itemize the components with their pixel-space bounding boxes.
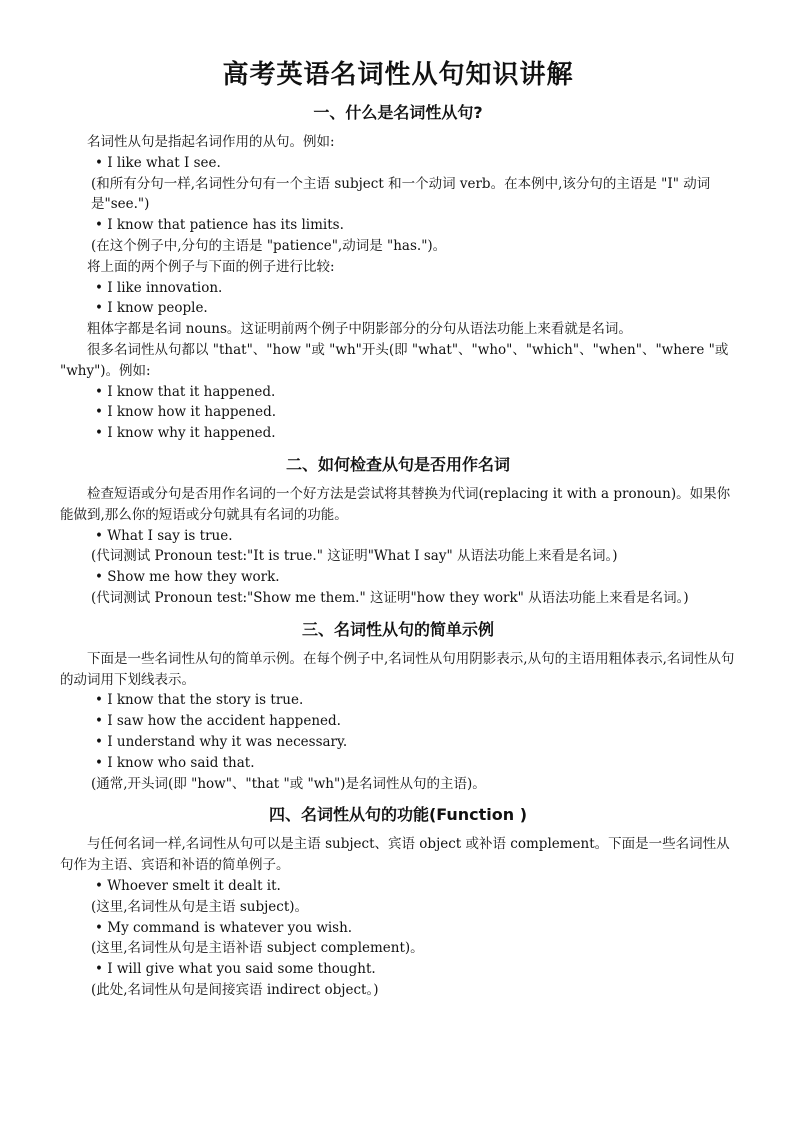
example: • I know why it happened. <box>95 425 276 442</box>
example: • Show me how they work. <box>95 569 280 586</box>
note: (这里,名词性从句是主语 subject)。 <box>91 898 309 915</box>
example: • What I say is true. <box>95 527 233 544</box>
example: • I understand why it was necessary. <box>95 733 348 750</box>
paragraph: 与任何名词一样,名词性从句可以是主语 subject、宾语 object 或补语 complement。下面是一些名词性从句作为主语、宾语和补语的简单例子。 <box>60 836 730 874</box>
document-page <box>60 58 736 1001</box>
paragraph: 名词性从句是指起名词作用的从句。例如: <box>87 134 335 150</box>
section-2-heading: 二、如何检查从句是否用作名词 <box>285 454 510 474</box>
note: (代词测试 Pronoun test:"Show me them." 这证明"how they work" 从语法功能上来看是名词。) <box>91 589 689 606</box>
example: • I like innovation. <box>95 279 223 296</box>
example: • I know that the story is true. <box>95 692 304 709</box>
paragraph: 很多名词性从句都以 "that"、"how "或 "wh"开头(即 "what"、"who"、"which"、"when"、"where "或 "why")。例如: <box>60 341 729 379</box>
section-3-heading: 三、名词性从句的简单示例 <box>301 619 494 639</box>
note: (这里,名词性从句是主语补语 subject complement)。 <box>91 940 424 957</box>
example: • I like what I see. <box>95 154 221 171</box>
section-3 <box>60 619 736 795</box>
page-title: 高考英语名词性从句知识讲解 <box>222 60 574 90</box>
section-1-heading: 一、什么是名词性从句? <box>313 103 483 122</box>
example: • I saw how the accident happened. <box>95 713 341 730</box>
paragraph: 检查短语或分句是否用作名词的一个好方法是尝试将其替换为代词(replacing it with a pronoun)。如果你能做到,那么你的短语或分句就具有名词的功能。 <box>60 485 731 523</box>
section-4 <box>60 804 736 1000</box>
section-2 <box>60 454 736 609</box>
paragraph: 将上面的两个例子与下面的例子进行比较: <box>87 258 335 275</box>
paragraph: 粗体字都是名词 nouns。这证明前两个例子中阴影部分的分句从语法功能上来看就是名词。 <box>87 321 632 338</box>
example: • I know people. <box>95 300 208 317</box>
example: • My command is whatever you wish. <box>95 919 353 936</box>
paragraph: 下面是一些名词性从句的简单示例。在每个例子中,名词性从句用阴影表示,从句的主语用粗体表示,名词性从句的动词用下划线表示。 <box>60 650 735 688</box>
note: (此处,名词性从句是间接宾语 indirect object。) <box>91 981 379 998</box>
note: (和所有分句一样,名词性分句有一个主语 subject 和一个动词 verb。在本例中,该分句的主语是 "I" 动词是"see.") <box>91 175 711 213</box>
note: (在这个例子中,分句的主语是 "patience",动词是 "has.")。 <box>91 237 447 254</box>
example: • I know who said that. <box>95 754 255 771</box>
example: • I will give what you said some thought. <box>95 961 376 978</box>
example: • I know that patience has its limits. <box>95 217 344 234</box>
note: (代词测试 Pronoun test:"It is true." 这证明"What I say" 从语法功能上来看是名词。) <box>91 548 618 565</box>
example: • Whoever smelt it dealt it. <box>95 877 281 894</box>
example: • I know that it happened. <box>95 383 276 400</box>
section-1 <box>60 102 736 444</box>
section-4-heading: 四、名词性从句的功能(Function ) <box>268 805 528 825</box>
note: (通常,开头词(即 "how"、"that "或 "wh")是名词性从句的主语)。 <box>91 775 486 792</box>
example: • I know how it happened. <box>95 404 277 421</box>
